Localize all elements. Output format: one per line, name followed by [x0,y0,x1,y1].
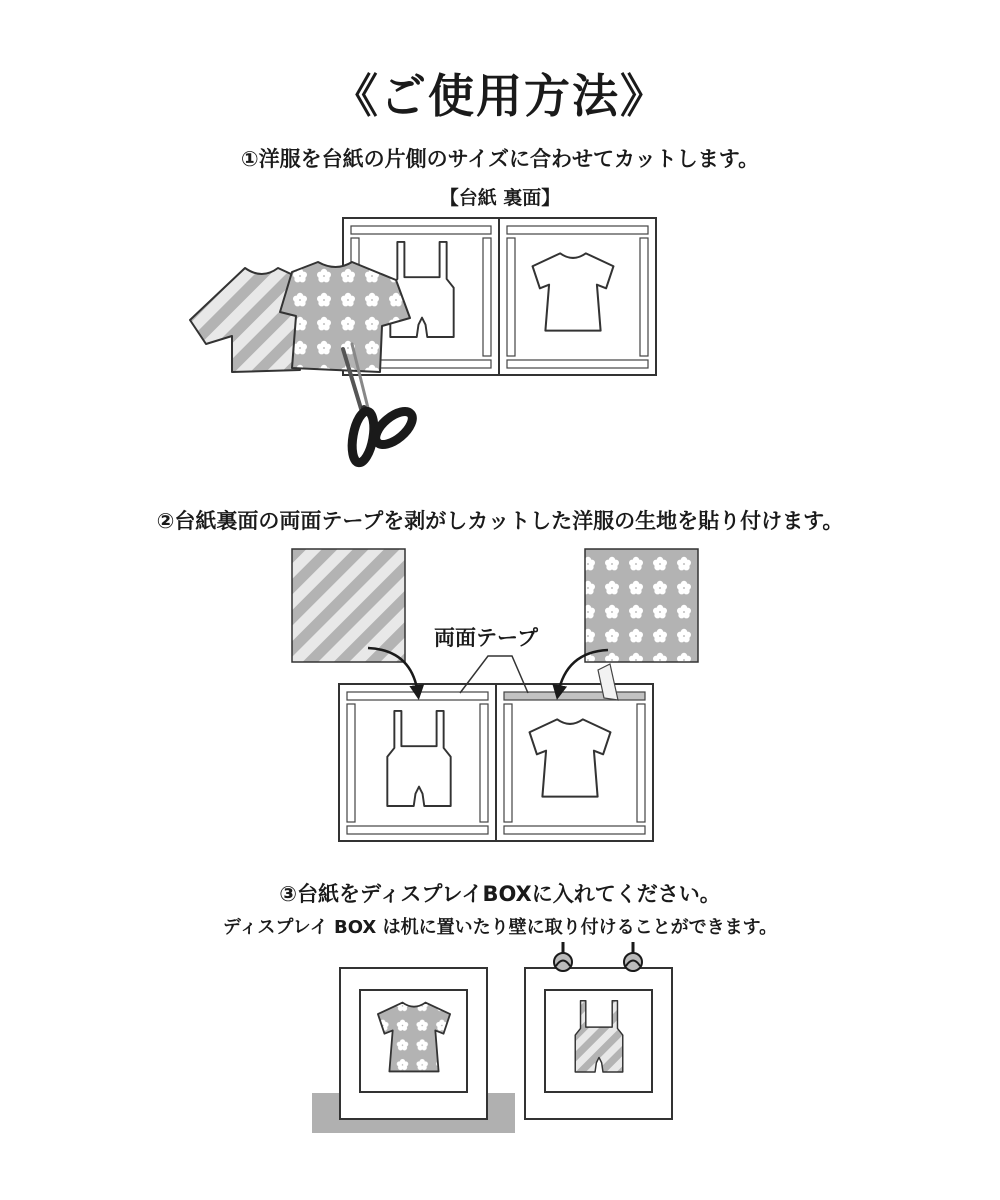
step-1-text: ①洋服を台紙の片側のサイズに合わせてカットします。 [240,147,760,171]
step-1-sublabel: 【台紙 裏面】 [439,187,561,209]
page-title: 《ご使用方法》 [332,69,668,123]
step-2-backing-board [339,684,653,841]
double-sided-tape-label: 両面テープ [434,626,538,650]
striped-fabric-swatch [292,549,405,662]
step-3-text: ③台紙をディスプレイBOXに入れてください。 [279,882,721,906]
flower-fabric-swatch [585,549,698,662]
step-2-text: ②台紙裏面の両面テープを剥がしカットした洋服の生地を貼り付けます。 [156,509,844,533]
wall-hook-icon [554,942,572,971]
step-3-note: ディスプレイ BOX は机に置いたり壁に取り付けることができます。 [222,917,778,938]
wall-hook-icon [624,942,642,971]
